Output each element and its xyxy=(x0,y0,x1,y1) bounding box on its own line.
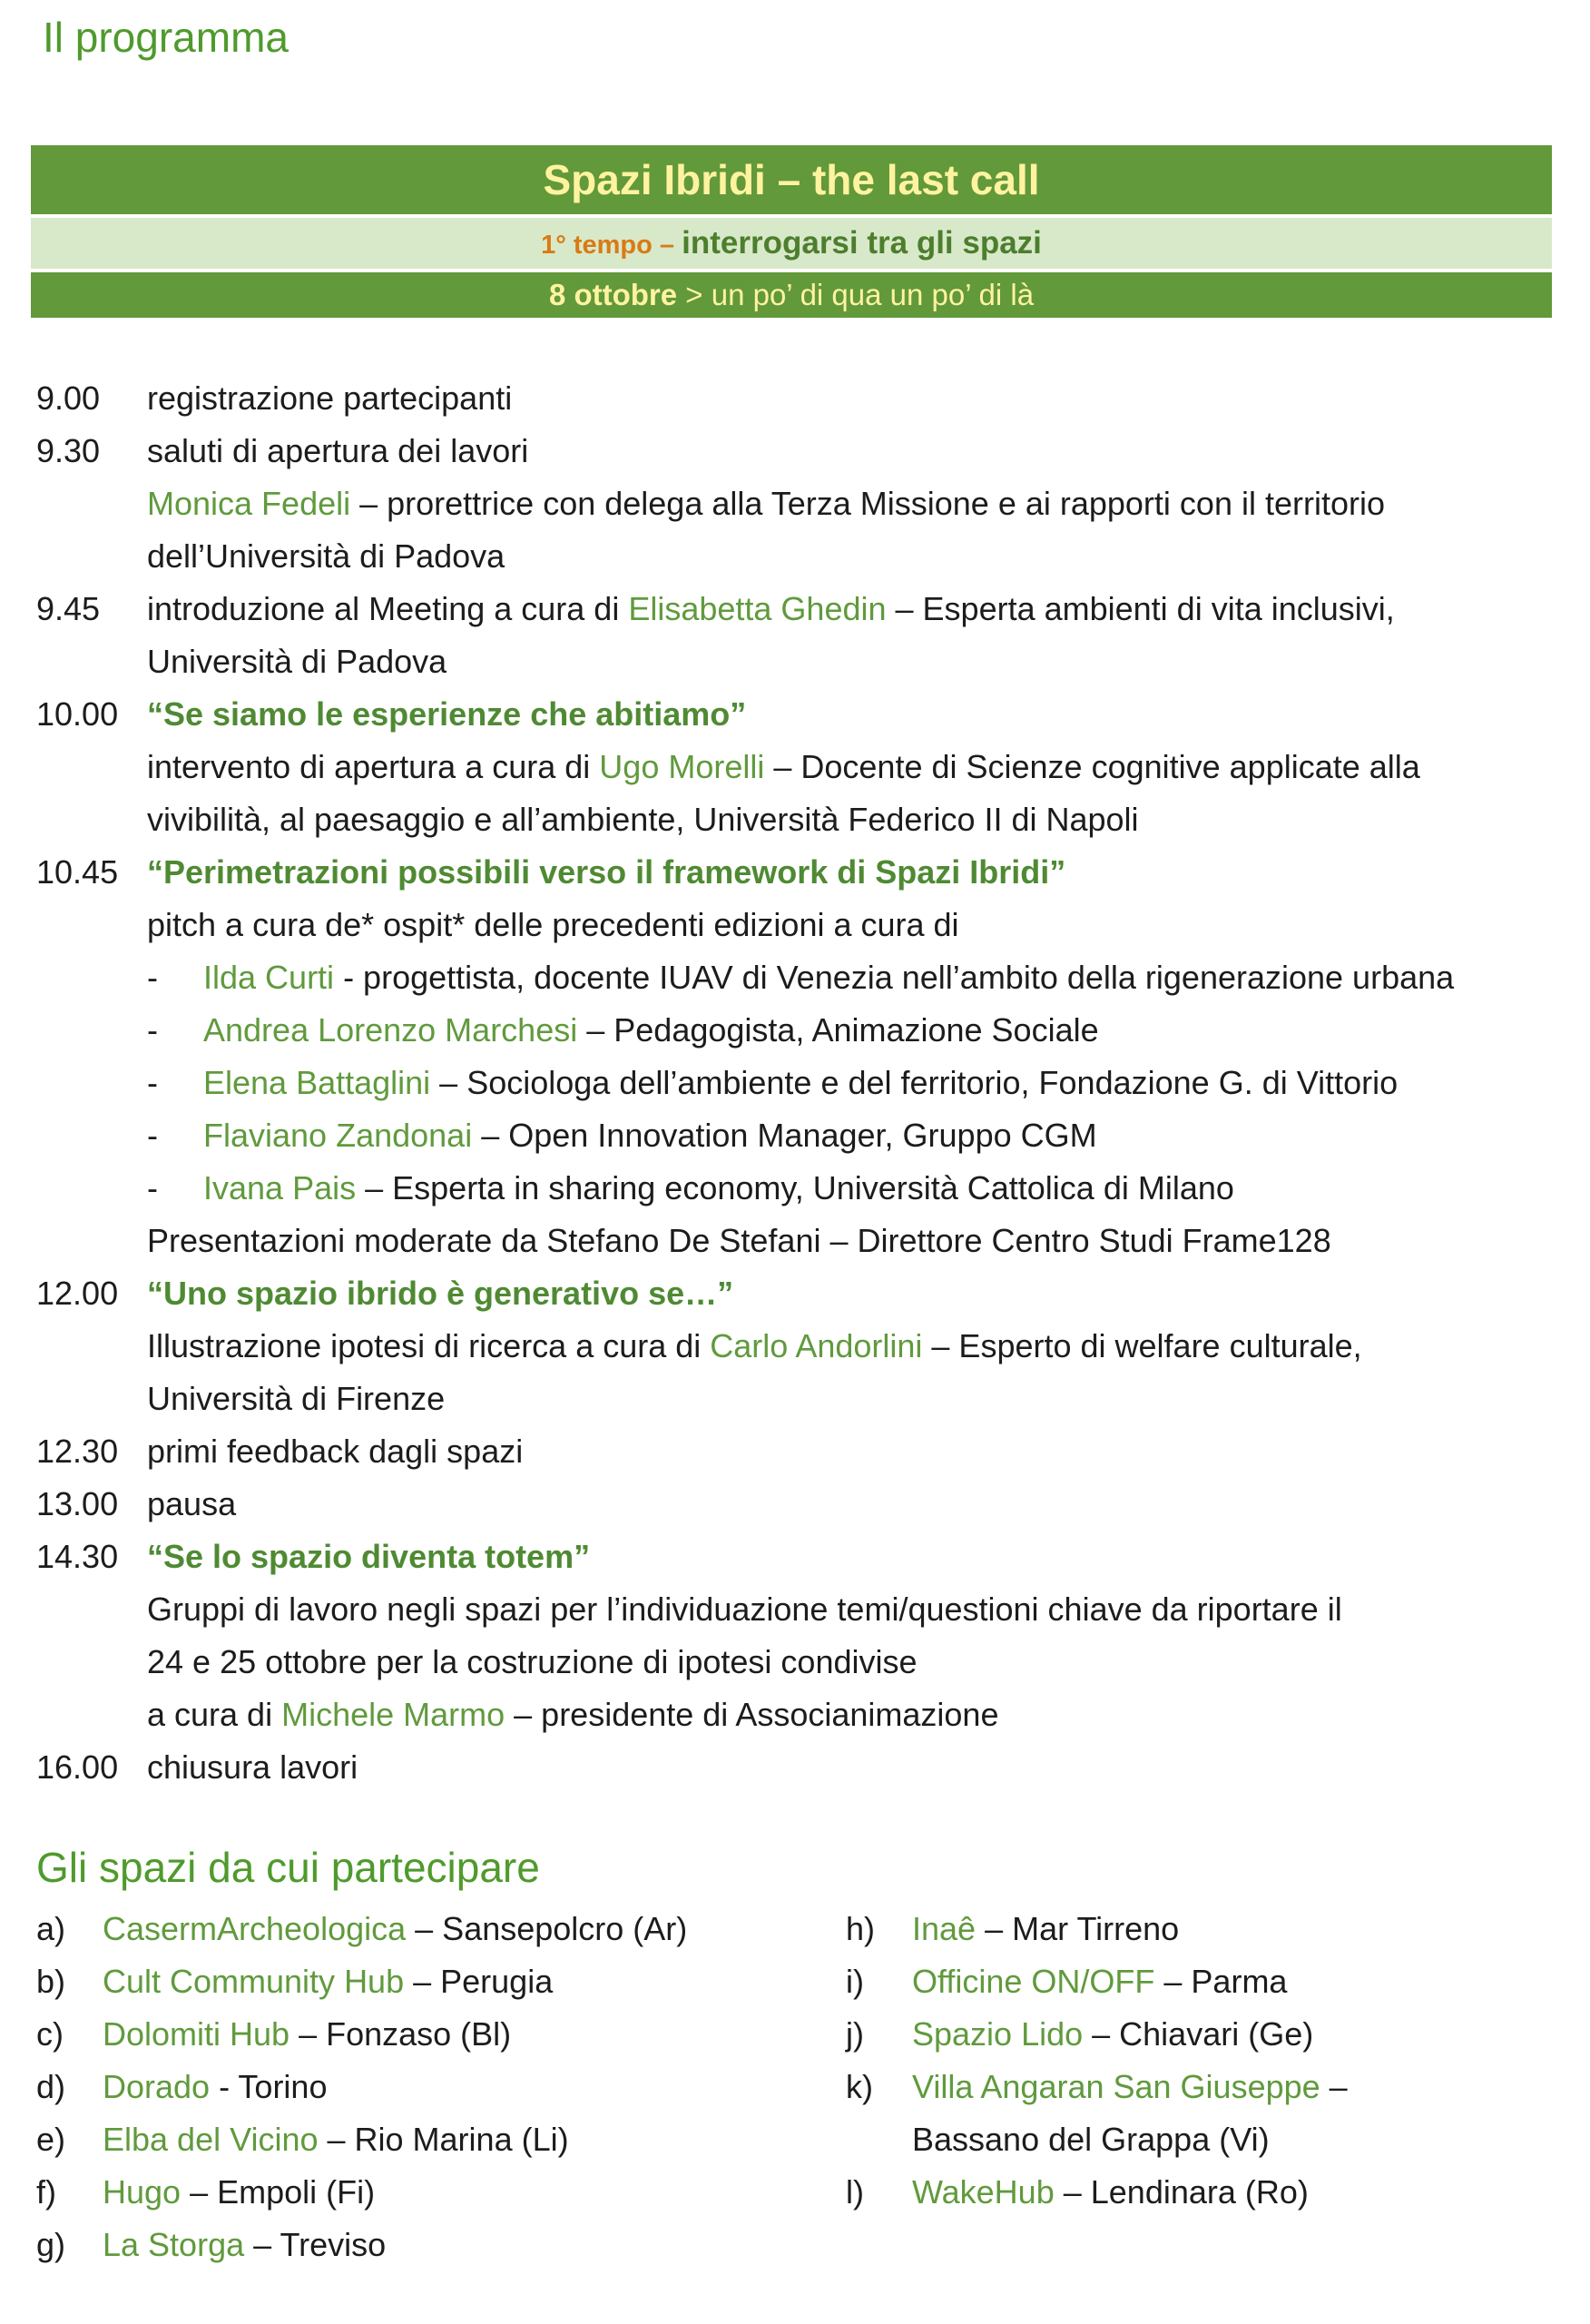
space-name: Elba del Vicino xyxy=(103,2121,319,2158)
schedule-detail xyxy=(36,741,1570,793)
space-name: La Storga xyxy=(103,2226,245,2263)
space-label: l) xyxy=(846,2173,864,2211)
speaker-name: Ugo Morelli xyxy=(599,748,765,785)
schedule-detail: pitch a cura de* ospit* delle precedenti edizioni a cura di xyxy=(147,906,959,943)
space-item-continuation xyxy=(846,2113,1348,2166)
schedule-time: 12.30 xyxy=(36,1433,119,1470)
banner-tempo xyxy=(31,218,1552,269)
spaces-list-right xyxy=(846,1903,1348,2219)
schedule-detail: Gruppi di lavoro negli spazi per l’individuazione temi/questioni chiave da riportare il xyxy=(147,1590,1342,1628)
speaker-list-item xyxy=(36,951,1570,1004)
speaker-role: – Esperto di welfare culturale, xyxy=(922,1327,1362,1364)
space-place: – Mar Tirreno xyxy=(976,1910,1180,1947)
space-place: – Lendinara (Ro) xyxy=(1054,2173,1309,2211)
space-place: – Parma xyxy=(1154,1963,1288,2000)
schedule-time: 10.00 xyxy=(36,695,119,733)
session-title: “Perimetrazioni possibili verso il framework di Spazi Ibridi” xyxy=(147,853,1066,891)
speaker-role: – presidente di Associanimazione xyxy=(505,1696,999,1733)
space-place: – Fonzaso (Bl) xyxy=(290,2015,512,2053)
schedule-detail xyxy=(36,1320,1570,1373)
schedule-detail: Università di Firenze xyxy=(147,1380,446,1417)
space-item xyxy=(36,1955,687,2008)
space-item xyxy=(846,1903,1348,1955)
tempo-text: interrogarsi tra gli spazi xyxy=(682,225,1042,261)
space-place: – xyxy=(1320,2068,1348,2105)
space-item xyxy=(36,1903,687,1955)
schedule-time: 9.45 xyxy=(36,590,101,627)
space-place: – Treviso xyxy=(244,2226,387,2263)
schedule-text: saluti di apertura dei lavori xyxy=(147,432,529,469)
date-text: > un po’ di qua un po’ di là xyxy=(677,278,1035,311)
speaker-list-item xyxy=(36,1057,1570,1109)
space-name: Dorado xyxy=(103,2068,211,2105)
space-name: Inaê xyxy=(912,1910,977,1947)
schedule-text: pausa xyxy=(147,1485,237,1522)
space-item xyxy=(846,2008,1348,2061)
bullet-dash: - xyxy=(147,959,158,996)
schedule-time: 12.00 xyxy=(36,1275,119,1312)
speaker-list-item xyxy=(36,1109,1570,1162)
space-item xyxy=(36,2166,687,2219)
schedule-detail: dell’Università di Padova xyxy=(147,537,505,575)
session-title: “Se siamo le esperienze che abitiamo” xyxy=(147,695,747,733)
schedule-text-pre: a cura di xyxy=(147,1696,282,1733)
space-item xyxy=(36,2008,687,2061)
schedule-text-pre: intervento di apertura a cura di xyxy=(147,748,600,785)
schedule-detail: 24 e 25 ottobre per la costruzione di ipotesi condivise xyxy=(147,1643,918,1680)
schedule-time: 9.00 xyxy=(36,379,101,417)
space-label: f) xyxy=(36,2173,56,2211)
schedule-item xyxy=(36,1267,1570,1320)
space-name: Hugo xyxy=(103,2173,182,2211)
space-place: – Rio Marina (Li) xyxy=(318,2121,569,2158)
speaker-role: – Pedagogista, Animazione Sociale xyxy=(577,1011,1099,1049)
space-place: - Torino xyxy=(210,2068,328,2105)
space-place: – Sansepolcro (Ar) xyxy=(406,1910,688,1947)
schedule-item xyxy=(36,1478,1570,1531)
space-place: Bassano del Grappa (Vi) xyxy=(912,2121,1270,2158)
space-label: h) xyxy=(846,1910,876,1947)
space-label: d) xyxy=(36,2068,66,2105)
schedule-item xyxy=(36,583,1570,635)
schedule-text: primi feedback dagli spazi xyxy=(147,1433,524,1470)
speaker-role: - progettista, docente IUAV di Venezia nell’ambito della rigenerazione urbana xyxy=(334,959,1455,996)
space-label: c) xyxy=(36,2015,64,2053)
space-label: j) xyxy=(846,2015,864,2053)
spaces-title: Gli spazi da cui partecipare xyxy=(36,1844,540,1891)
schedule-detail xyxy=(36,478,1570,530)
space-item xyxy=(846,1955,1348,2008)
speaker-name: Ilda Curti xyxy=(203,959,335,996)
date-label: 8 ottobre xyxy=(548,278,678,311)
space-label: a) xyxy=(36,1910,66,1947)
space-place: – Chiavari (Ge) xyxy=(1083,2015,1314,2053)
spaces-list-left xyxy=(36,1903,687,2271)
speaker-role: – Esperta ambienti di vita inclusivi, xyxy=(886,590,1395,627)
schedule-item xyxy=(36,1425,1570,1478)
speaker-role: – Sociologa dell’ambiente e del ferritorio, Fondazione G. di Vittorio xyxy=(430,1064,1399,1101)
space-item xyxy=(36,2061,687,2113)
schedule-text xyxy=(147,583,1570,635)
space-label: e) xyxy=(36,2121,66,2158)
speaker-name: Flaviano Zandonai xyxy=(203,1117,473,1154)
speaker-role: – Esperta in sharing economy, Università Cattolica di Milano xyxy=(356,1169,1234,1206)
schedule-item xyxy=(36,425,1570,478)
speaker-name: Elisabetta Ghedin xyxy=(628,590,887,627)
speaker-name: Carlo Andorlini xyxy=(710,1327,923,1364)
space-label: b) xyxy=(36,1963,66,2000)
speaker-name: Monica Fedeli xyxy=(147,485,351,522)
page-title: Il programma xyxy=(43,14,289,61)
space-name: CasermArcheologica xyxy=(103,1910,407,1947)
speaker-name: Ivana Pais xyxy=(203,1169,357,1206)
space-item xyxy=(846,2061,1348,2113)
schedule-item xyxy=(36,1741,1570,1794)
schedule-time: 16.00 xyxy=(36,1748,119,1786)
banner-title: Spazi Ibridi – the last call xyxy=(31,145,1552,214)
banner-date xyxy=(31,272,1552,318)
space-item xyxy=(846,2166,1348,2219)
schedule-detail: vivibilità, al paesaggio e all’ambiente, Università Federico II di Napoli xyxy=(147,801,1139,838)
speaker-list-item xyxy=(36,1162,1570,1215)
speaker-role: – Open Innovation Manager, Gruppo CGM xyxy=(472,1117,1097,1154)
schedule-item xyxy=(36,372,1570,425)
speaker-role: – prorettrice con delega alla Terza Missione e ai rapporti con il territorio xyxy=(350,485,1385,522)
schedule-text-pre: introduzione al Meeting a cura di xyxy=(147,590,629,627)
space-label: k) xyxy=(846,2068,873,2105)
schedule-time: 14.30 xyxy=(36,1538,119,1575)
speaker-role: – Docente di Scienze cognitive applicate alla xyxy=(764,748,1420,785)
schedule-text: chiusura lavori xyxy=(147,1748,358,1786)
schedule-text-pre: Illustrazione ipotesi di ricerca a cura di xyxy=(147,1327,711,1364)
space-item xyxy=(36,2219,687,2271)
space-name: Officine ON/OFF xyxy=(912,1963,1155,2000)
bullet-dash: - xyxy=(147,1117,158,1154)
schedule-detail: Presentazioni moderate da Stefano De Stefani – Direttore Centro Studi Frame128 xyxy=(147,1222,1331,1259)
space-place: – Empoli (Fi) xyxy=(181,2173,376,2211)
space-name: WakeHub xyxy=(912,2173,1055,2211)
session-title: “Uno spazio ibrido è generativo se…” xyxy=(147,1275,734,1312)
space-place: – Perugia xyxy=(404,1963,554,2000)
schedule-time: 9.30 xyxy=(36,432,101,469)
space-name: Dolomiti Hub xyxy=(103,2015,290,2053)
schedule-time: 10.45 xyxy=(36,853,119,891)
session-title: “Se lo spazio diventa totem” xyxy=(147,1538,591,1575)
space-label: i) xyxy=(846,1963,864,2000)
schedule-time: 13.00 xyxy=(36,1485,119,1522)
space-item xyxy=(36,2113,687,2166)
bullet-dash: - xyxy=(147,1064,158,1101)
program-banner xyxy=(31,145,1552,318)
bullet-dash: - xyxy=(147,1011,158,1049)
schedule-detail: Università di Padova xyxy=(147,643,447,680)
speaker-name: Elena Battaglini xyxy=(203,1064,431,1101)
space-name: Villa Angaran San Giuseppe xyxy=(912,2068,1320,2105)
bullet-dash: - xyxy=(147,1169,158,1206)
space-name: Spazio Lido xyxy=(912,2015,1084,2053)
speaker-name: Andrea Lorenzo Marchesi xyxy=(203,1011,578,1049)
speaker-name: Michele Marmo xyxy=(281,1696,505,1733)
space-label: g) xyxy=(36,2226,66,2263)
tempo-separator: – xyxy=(652,231,682,260)
schedule-item xyxy=(36,846,1570,899)
program-schedule xyxy=(36,372,1570,1794)
space-name: Cult Community Hub xyxy=(103,1963,405,2000)
schedule-item xyxy=(36,1531,1570,1583)
schedule-text: registrazione partecipanti xyxy=(147,379,513,417)
tempo-label: 1° tempo xyxy=(541,231,653,260)
speaker-list-item xyxy=(36,1004,1570,1057)
schedule-detail xyxy=(36,1689,1570,1741)
schedule-item xyxy=(36,688,1570,741)
